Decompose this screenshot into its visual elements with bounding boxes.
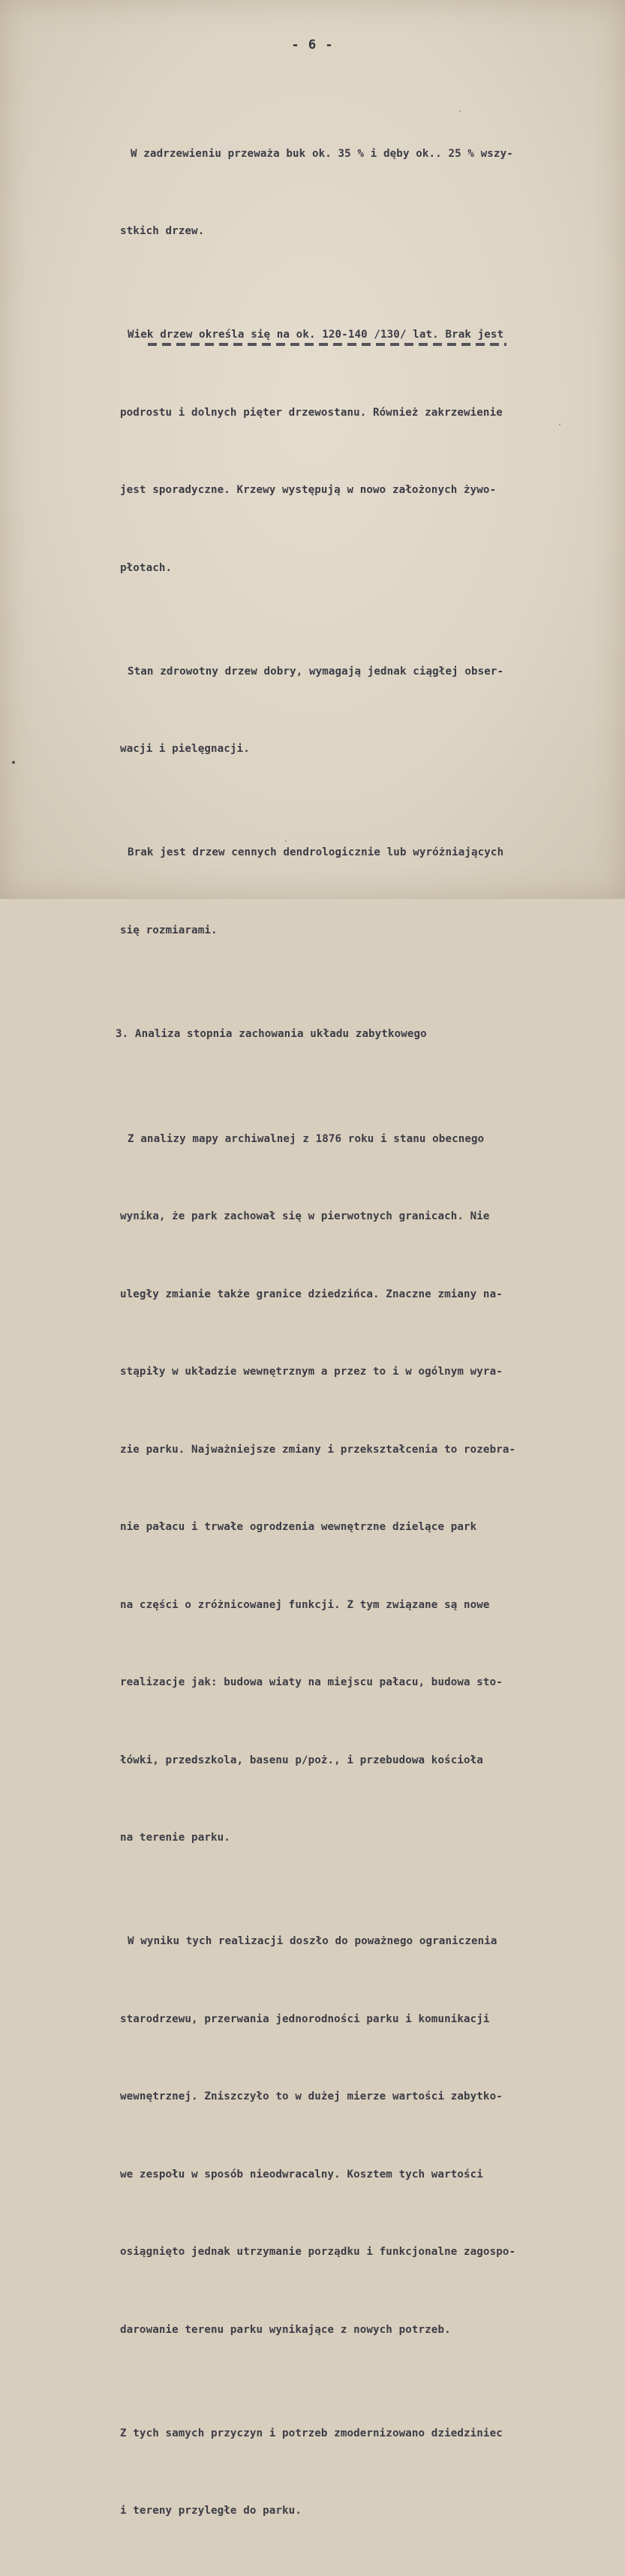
text-line: uległy zmianie także granice dziedzińca. Znaczne zmiany na- xyxy=(120,1288,503,1300)
text-line: nie pałacu i trwałe ogrodzenia wewnętrzne dzielące park xyxy=(120,1521,477,1533)
heading-underline xyxy=(148,343,506,346)
text-line: realizacje jak: budowa wiaty na miejscu pałacu, budowa sto- xyxy=(120,1676,503,1688)
text-line: i tereny przyległe do parku. xyxy=(120,2505,302,2517)
text-line: wewnętrznej. Zniszczyło to w dużej mierze wartości zabytko- xyxy=(120,2091,503,2103)
text-line: płotach. xyxy=(120,561,173,574)
text-line: na terenie parku. xyxy=(120,1832,230,1844)
text-line: Z tych samych przyczyn i potrzeb zmodernizowano dziedziniec xyxy=(120,2427,503,2439)
text-line: jest sporadyczne. Krzewy występują w nowo założonych żywo- xyxy=(120,484,497,496)
paper-speck xyxy=(459,110,461,112)
text-line: łówki, przedszkola, basenu p/poż., i przebudowa kościoła xyxy=(120,1754,483,1766)
text-line: darowanie terenu parku wynikające z nowych potrzeb. xyxy=(120,2323,451,2336)
text-line: zie parku. Najważniejsze zmiany i przekształcenia to rozebra- xyxy=(120,1443,516,1456)
document-body xyxy=(116,63,615,2576)
text-line: stkich drzew. xyxy=(120,225,205,237)
text-line: Brak jest drzew cennych dendrologicznie lub wyróżniających xyxy=(128,846,504,858)
text-line: W wyniku tych realizacji doszło do poważnego ograniczenia xyxy=(128,1935,497,1947)
paper-speck xyxy=(559,424,560,425)
text-line: podrostu i dolnych pięter drzewostanu. Również zakrzewienie xyxy=(120,406,503,419)
text-line: stąpiły w układzie wewnętrznym a przez to i w ogólnym wyra- xyxy=(120,1366,503,1378)
paper-speck xyxy=(285,840,287,842)
text-line: osiągnięto jednak utrzymanie porządku i funkcjonalne zagospo- xyxy=(120,2246,516,2258)
text-line: we zespołu w sposób nieodwracalny. Kosztem tych wartości xyxy=(120,2168,483,2181)
page-number: - 6 - xyxy=(291,38,334,53)
section-heading: 3. Analiza stopnia zachowania układu zabytkowego xyxy=(116,1027,427,1040)
text-line: Stan zdrowotny drzew dobry, wymagają jednak ciągłej obser- xyxy=(128,665,504,678)
text-line: wynika, że park zachował się w pierwotnych granicach. Nie xyxy=(120,1210,490,1222)
text-line: się rozmiarami. xyxy=(120,924,218,936)
text-line: Wiek drzew określa się na ok. 120-140 /130/ lat. Brak jest xyxy=(128,329,504,341)
text-line: wacji i pielęgnacji. xyxy=(120,743,250,755)
punch-mark xyxy=(12,761,15,764)
text-line: W zadrzewieniu przeważa buk ok. 35 % i dęby ok.. 25 % wszy- xyxy=(131,147,513,160)
text-line: na części o zróżnicowanej funkcji. Z tym związane są nowe xyxy=(120,1598,490,1611)
text-line: Z analizy mapy archiwalnej z 1876 roku i stanu obecnego xyxy=(128,1132,485,1145)
text-line: starodrzewu, przerwania jednorodności parku i komunikacji xyxy=(120,2012,490,2025)
